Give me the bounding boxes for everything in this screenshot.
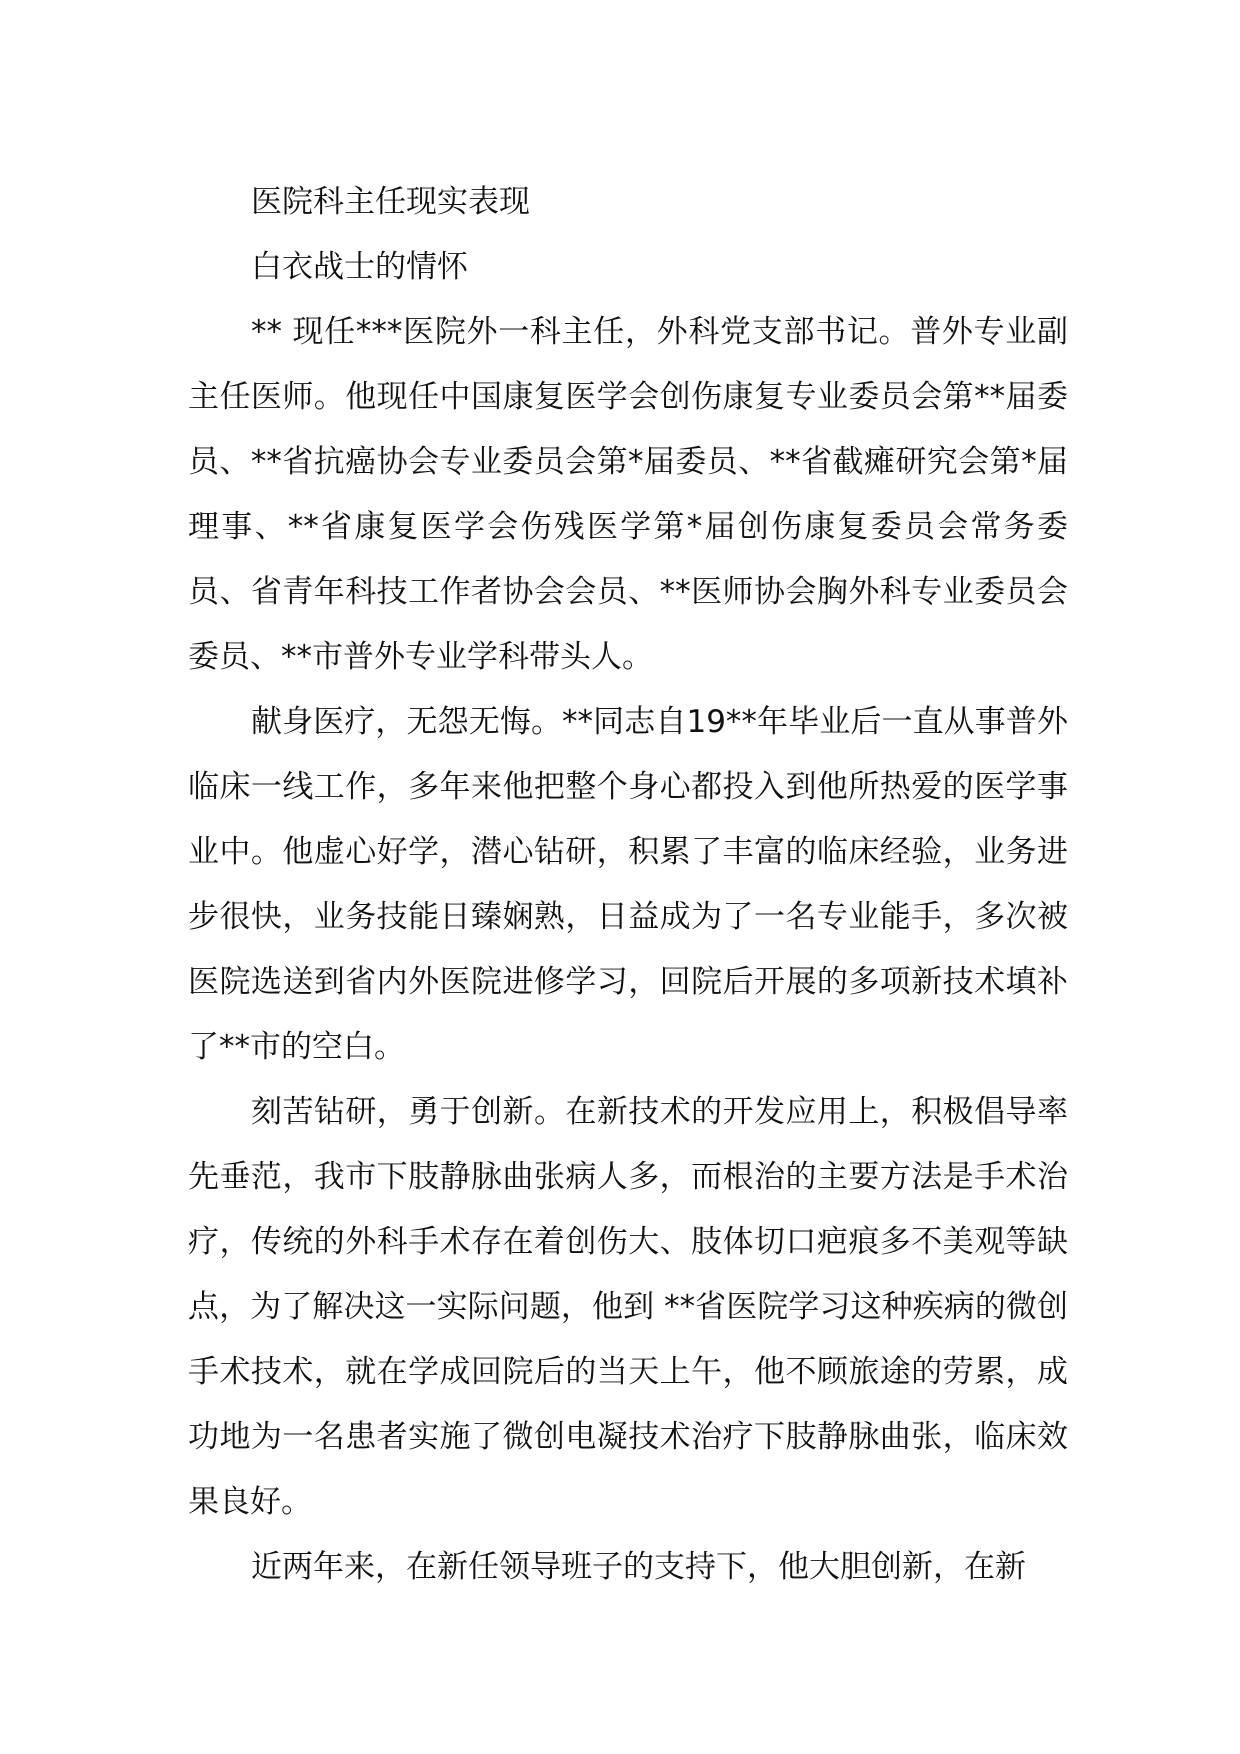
- paragraph-dedication: 献身医疗，无怨无悔。**同志自19**年毕业后一直从事普外临床一线工作，多年来他把整个身心都投入到他所热爱的医学事业中。他虚心好学，潜心钻研，积累了丰富的临床经验，业务进步很快，业务技能日臻娴熟，日益成为了一名专业能手，多次被医院选送到省内外医院进修学习，回院后开展的多项新技术填补了**市的空白。: [188, 704, 1068, 1065]
- paragraph-appointments: ** 现任***医院外一科主任，外科党支部书记。普外专业副主任医师。他现任中国康复医学会创伤康复专业委员会第**届委员、**省抗癌协会专业委员会第*届委员、**省截瘫研究会第*届理事、**省康复医学会伤残医学第*届创伤康复委员会常务委员、省青年科技工作者协会会员、**医师协会胸外科专业委员会委员、**市普外专业学科带头人。: [188, 314, 1068, 675]
- paragraph-recent-years: 近两年来，在新任领导班子的支持下，他大胆创新，在新: [251, 1549, 1026, 1585]
- document-subtitle: 白衣战士的情怀: [251, 249, 468, 285]
- document-body: [188, 170, 1068, 1600]
- document-title: 医院科主任现实表现: [251, 184, 530, 220]
- paragraph-innovation: 刻苦钻研，勇于创新。在新技术的开发应用上，积极倡导率先垂范，我市下肢静脉曲张病人多，而根治的主要方法是手术治疗，传统的外科手术存在着创伤大、肢体切口疤痕多不美观等缺点，为了解决这一实际问题，他到 **省医院学习这种疾病的微创手术技术，就在学成回院后的当天上午，他不顾旅途的劳累，成功地为一名患者实施了微创电凝技术治疗下肢静脉曲张，临床效果良好。: [188, 1094, 1068, 1520]
